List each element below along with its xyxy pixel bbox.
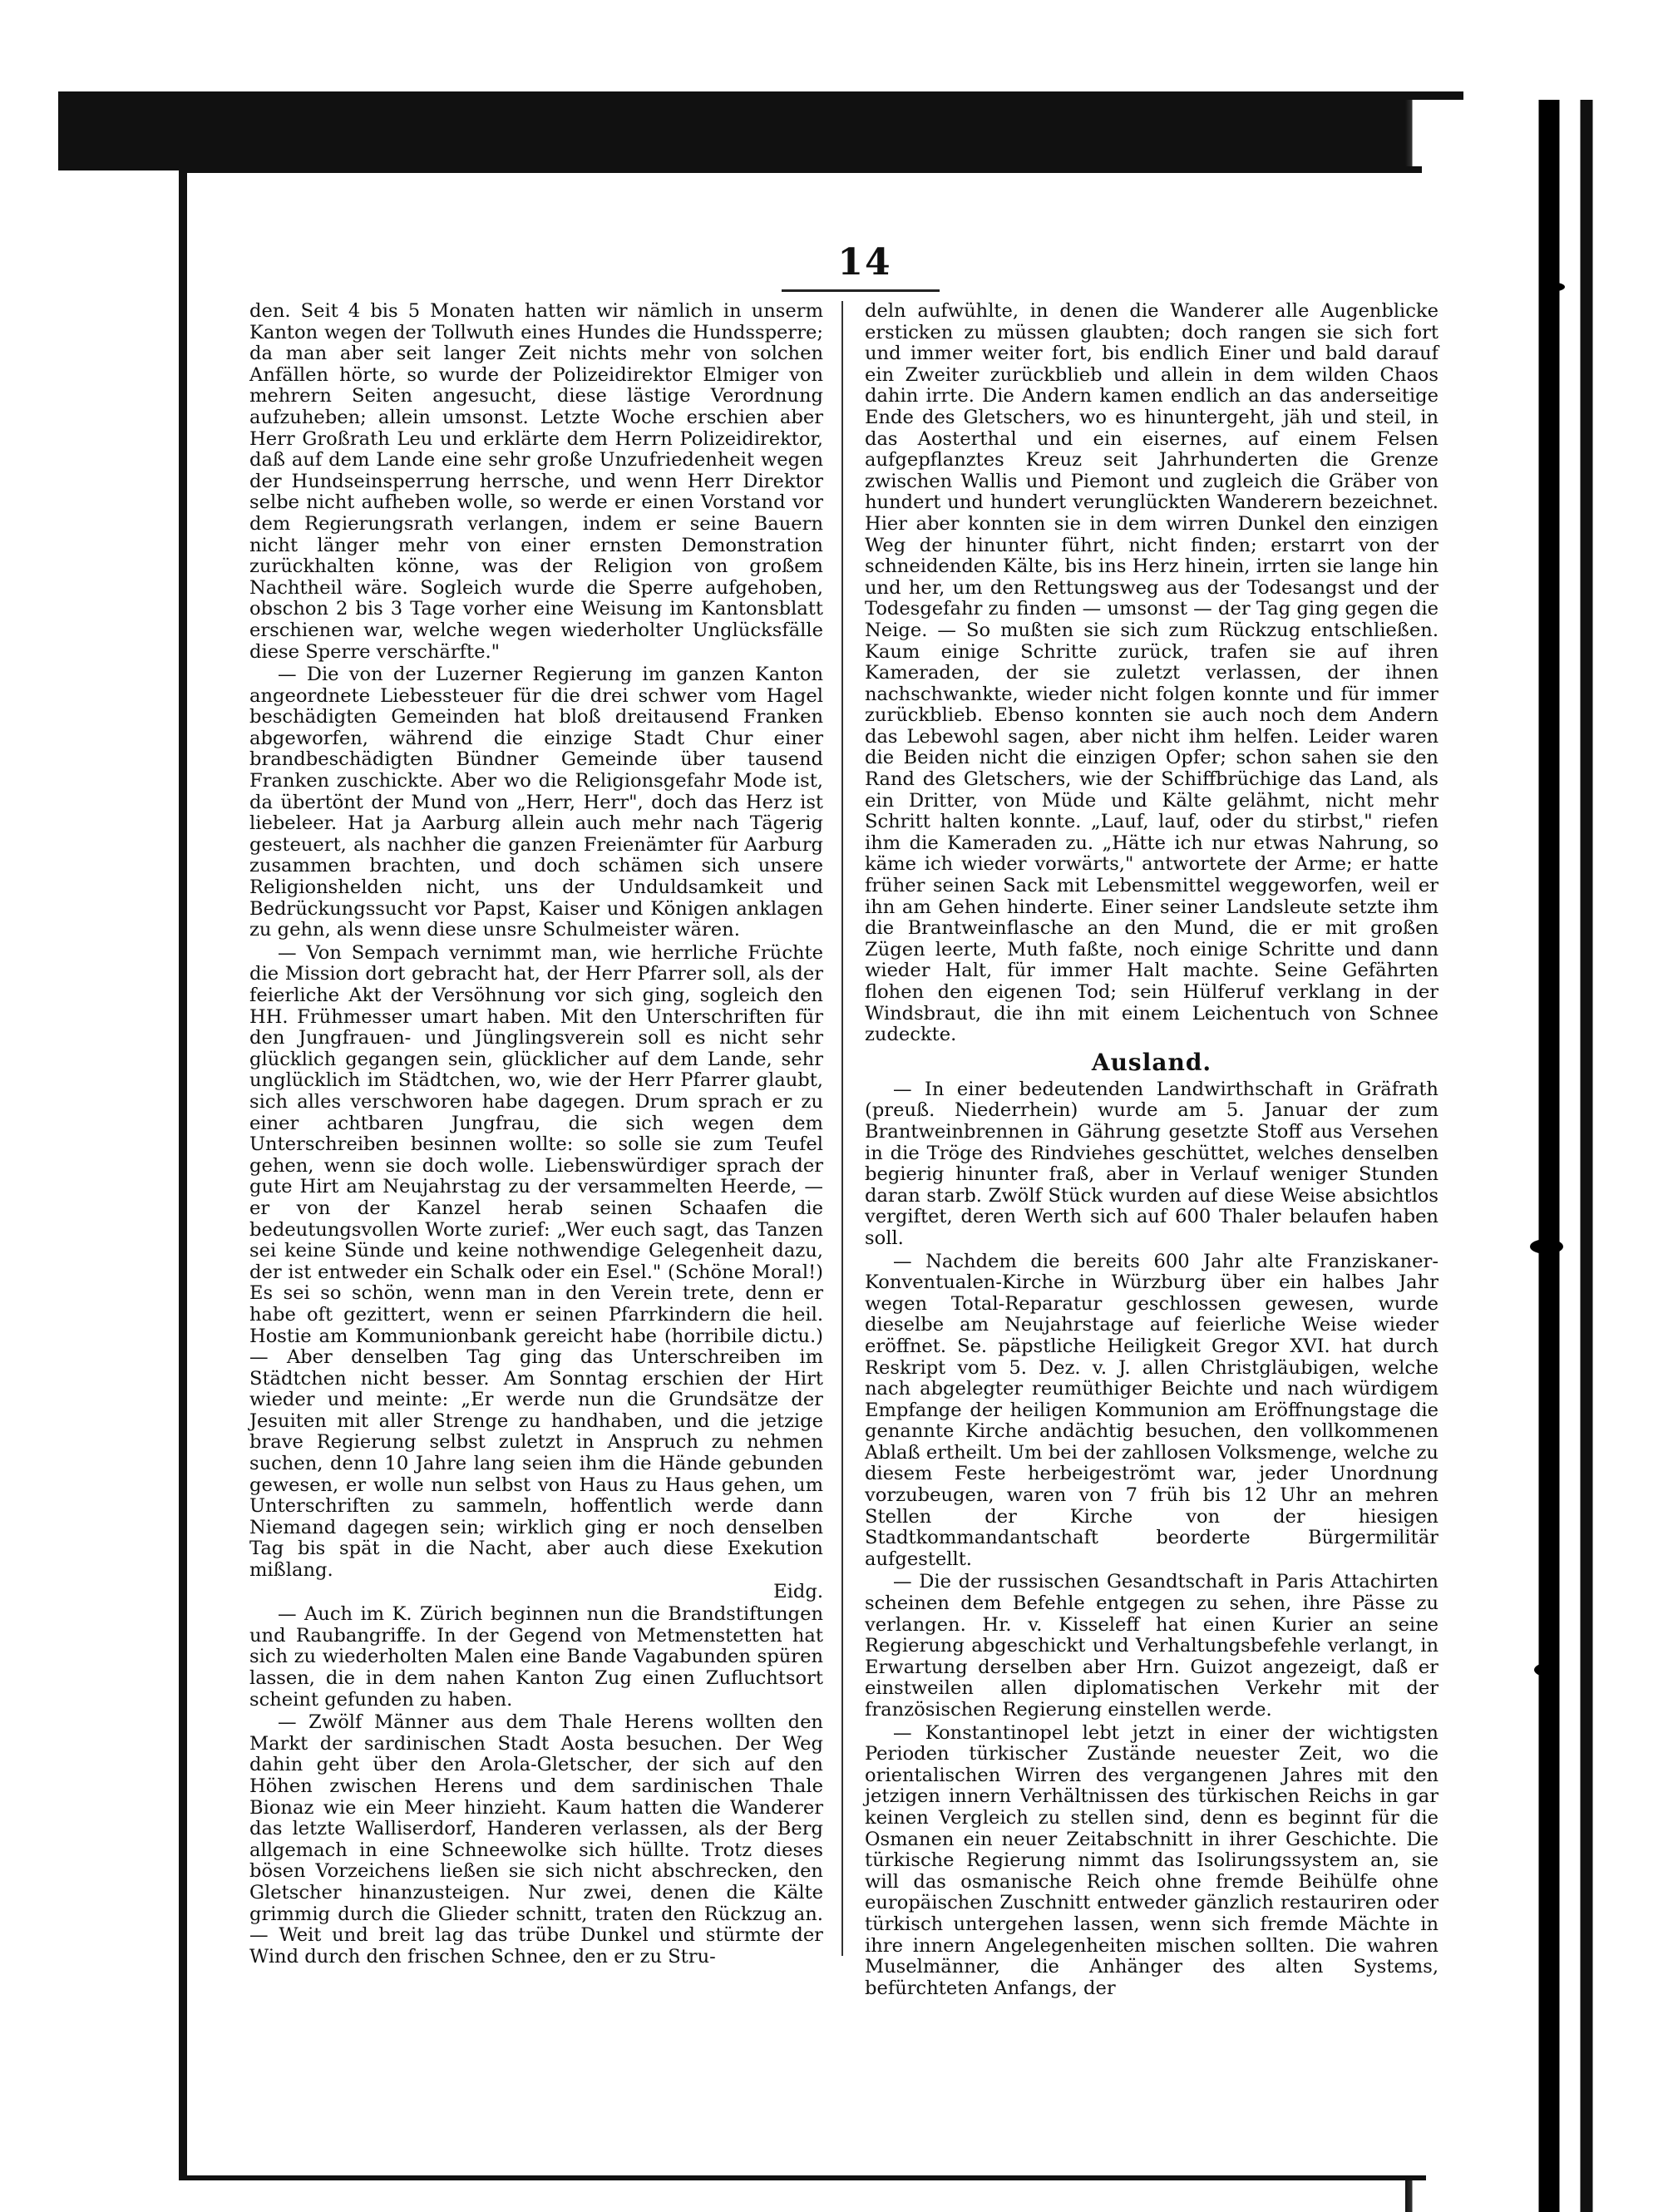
scan-shadow-top	[58, 91, 1463, 170]
paragraph-text: den. Seit 4 bis 5 Monaten hatten wir nämlich in unserm Kanton wegen der Tollwuth eines Hundes die Hundssperre; da man aber seit langer Zeit nichts mehr von solchen Anfällen hörte, so wurde der Polizeidirektor Elmiger von mehrern Seiten angesucht, diese lästige Verordnung aufzuheben; allein umsonst. Letzte Woche erschien aber Herr Großrath Leu und erklärte dem Herrn Polizeidirektor, daß auf dem Lande eine sehr große Unzufriedenheit wegen der Hundseinsperrung herrsche, und wenn Herr Direktor selbe nicht aufheben wolle, so werde er einen Vorstand vor dem Regierungsrath verlangen, indem er seine Bauern nicht länger mehr von einer ernsten Demonstration zurückhalten könne, was der Religion von großem Nachtheil wäre. Sogleich wurde die Sperre aufgehoben, obschon 2 bis 3 Tage vorher eine Weisung im Kantonsblatt erschienen war, welche wegen wiederholter Unglücksfälle diese Sperre verschärfte."	[249, 300, 823, 663]
article-paragraph	[249, 301, 823, 663]
paragraph-text: deln aufwühlte, in denen die Wanderer alle Augenblicke ersticken zu müssen glaubten; doch rangen sie sich fort und immer weiter fort, bis endlich Einer und bald darauf ein Zweiter zurückblieb und allein in dem wilden Chaos dahin irrte. Die Andern kamen endlich an das anderseitige Ende des Gletschers, wo es hinuntergeht, jäh und steil, in das Aosterthal und ein eisernes, auf einem Felsen aufgepflanztes Kreuz seit Jahrhunderten die Grenze zwischen Wallis und Piemont und zugleich die Gräber von hundert und hundert verunglückten Wanderern bezeichnet. Hier aber konnten sie in dem wirren Dunkel den einzigen Weg der hinunter führt, nicht finden; erstarrt von der schneidenden Kälte, bis ins Herz hinein, irrten sie lange hin und her, um den Rettungsweg aus der Todesangst und der Todesgefahr zu finden — umsonst — der Tag ging gegen die Neige. — So mußten sie sich zum Rückzug entschließen. Kaum einige Schritte zurück, trafen sie auf ihren Kameraden, der sie zuletzt verlassen, der ihnen nachschwankte, wieder nicht folgen konnte und für immer zurückblieb. Ebenso konnten sie auch noch dem Andern das Lebewohl sagen, aber nicht ihm helfen. Leider waren die Beiden nicht die einzigen Opfer; schon sahen sie den Rand des Gletschers, wie der Schiffbrüchige das Land, als ein Dritter, von Müde und Kälte gelähmt, nicht mehr Schritt halten konnte. „Lauf, lauf, oder du stirbst," riefen ihm die Kameraden zu. „Hätte ich nur etwas Nahrung, so käme ich wieder vorwärts," antwortete der Arme; er hatte früher seinen Sack mit Lebensmittel weggeworfen, weil er ihn am Gehen hinderte. Einer seiner Landsleute setzte ihm die Brantweinflasche an den Mund, die er mit großen Zügen leerte, Muth faßte, noch einige Schritte und dann wieder Halt, für immer Halt machte. Seine Gefährten flohen den eigenen Tod; sein Hülferuf verklang in der Windsbraut, die ihn mit einem Leichentuch von Schnee zudeckte.	[865, 300, 1438, 1046]
paragraph-text: — Die der russischen Gesandtschaft in Paris Attachirten scheinen dem Befehle entgegen zu sehen, ihre Pässe zu verlangen. Hr. v. Kisseleff hat einen Kurier an seine Regierung abgeschickt und Verhaltungsbefehle verlangt, in Erwartung derselben aber Hrn. Guizot angezeigt, daß er einstweilen allen diplomatischen Verkehr mit der französischen Regierung einstellen werde.	[865, 1571, 1438, 1721]
ink-speck	[1534, 1663, 1559, 1676]
right-column	[865, 301, 1438, 2001]
article-paragraph	[249, 664, 823, 941]
section-heading: Ausland.	[1091, 1048, 1212, 1076]
page-bottom-edge	[179, 2175, 1426, 2180]
column-divider	[841, 301, 843, 1956]
scan-margin-left	[0, 0, 58, 2200]
ink-speck	[1530, 1239, 1563, 1254]
page-number-rule	[782, 289, 940, 292]
article-paragraph	[249, 1712, 823, 1968]
paragraph-text: — Von Sempach vernimmt man, wie herrliche Früchte die Mission dort gebracht hat, der Herr Pfarrer soll, als der feierliche Akt der Versöhnung vor sich ging, sogleich den HH. Frühmesser umart haben. Mit den Unterschriften für den Jungfrauen- und Jünglingsverein soll es nicht sehr glücklich gegangen sein, glücklicher auf dem Lande, sehr unglücklich im Städtchen, wo, wie der Herr Pfarrer glaubt, sich alles verschworen habe dagegen. Drum sprach er zu einer achtbaren Jungfrau, die sich wegen dem Unterschreiben besinnen wollte: so solle sie zum Teufel gehen, wenn sie doch wolle. Liebenswürdiger sprach der gute Hirt am Neujahrstag zu der versammelten Heerde, — er von der Kanzel herab seinen Schaafen die bedeutungsvollen Worte zurief: „Wer euch sagt, das Tanzen sei keine Sünde und keine nothwendige Gelegenheit dazu, der ist entweder ein Schalk oder ein Esel." (Schöne Moral!) Es sei so schön, wenn man in den Verein trete, denn er habe oft gezittert, wenn er seinen Pfarrkindern die heil. Hostie am Kommunionbank gereicht habe (horribile dictu.) — Aber denselben Tag ging das Unterschreiben im Städtchen nicht besser. Am Sonntag erschien der Hirt wieder und meinte: „Er werde nun die Grundsätze der Jesuiten mit aller Strenge zu handhaben, und die jetzige brave Regierung selbst zuletzt in Anspruch zu nehmen suchen, denn 10 Jahre lang seien ihm die Hände gebunden gewesen, er wolle nun selbst von Haus zu Haus gehen, um Unterschriften zu sammeln, hoffentlich werde dann Niemand dagegen sein; wirklich ging er noch denselben Tag bis spät in die Nacht, aber auch diese Exekution mißlang.	[249, 941, 823, 1582]
paragraph-text: — Auch im K. Zürich beginnen nun die Brandstiftungen und Raubangriffe. In der Gegend von Metmenstetten hat sich zu wiederholten Malen eine Bande Vagabunden spüren lassen, die in dem nahen Kanton Zug einen Zufluchtsort scheint gefunden zu haben.	[249, 1603, 823, 1711]
article-paragraph	[865, 1079, 1438, 1250]
paragraph-text: — In einer bedeutenden Landwirthschaft in Gräfrath (preuß. Niederrhein) wurde am 5. Januar der zum Brantweinbrennen in Gährung gesetzte Stoff aus Versehen in die Tröge des Rindviehes geschüttet, welches denselben begierig hinunter fraß, aber in Verlauf weniger Stunden daran starb. Zwölf Stück wurden auf diese Weise absichtlos vergiftet, deren Werth sich auf 600 Thaler belaufen haben soll.	[865, 1078, 1438, 1249]
paragraph-text: — Zwölf Männer aus dem Thale Herens wollten den Markt der sardinischen Stadt Aosta besuchen. Der Weg dahin geht über den Arola-Gletscher, der sich auf den Höhen zwischen Herens und dem sardinischen Thale Bionaz wie ein Meer hinzieht. Kaum hatten die Wanderer das letzte Walliserdorf, Handeren verlassen, als der Berg allgemach in eine Schneewolke sich hüllte. Trotz dieses bösen Vorzeichens ließen sie sich nicht abschrecken, den Gletscher hinanzusteigen. Nur zwei, denen die Kälte grimmig durch die Glieder schnitt, traten den Rückzug an. — Weit und breit lag das trübe Dunkel und stürmte der Wind durch den frischen Schnee, den er zu Stru-	[249, 1711, 823, 1968]
paragraph-text: — Nachdem die bereits 600 Jahr alte Franziskaner-Konventualen-Kirche in Würzburg über ein halbes Jahr wegen Total-Reparatur geschlossen gewesen, wurde dieselbe am Neujahrstage auf feierliche Weise wieder eröffnet. Se. päpstliche Heiligkeit Gregor XVI. hat durch Reskript vom 5. Dez. v. J. allen Christgläubigen, welche nach abgelegter reumüthiger Beichte und nach würdigem Empfange der heiligen Kommunion am Eröffnungstage die genannte Kirche andächtig besuchen, den vollkommenen Ablaß ertheilt. Um bei der zahllosen Volksmenge, welche zu diesem Feste herbeigeströmt war, jeder Unordnung vorzubeugen, waren von 7 früh bis 12 Uhr an mehren Stellen der Kirche von der hiesigen Stadtkommandantschaft beorderte Bürgermilitär aufgestellt.	[865, 1250, 1438, 1570]
page-number: 14	[837, 241, 892, 284]
article-paragraph	[249, 943, 823, 1602]
article-paragraph	[865, 1572, 1438, 1721]
paragraph-text: — Konstantinopel lebt jetzt in einer der wichtigsten Perioden türkischer Zustände neuester Zeit, wo die orientalischen Wirren des vergangenen Jahres mit den jetzigen innern Verhältnissen des türkischen Reichs in gar keinen Vergleich zu stellen sind, denn es beginnt für die Osmanen ein neuer Zeitabschnitt in ihrer Geschichte. Die türkische Regierung nimmt das Isolirungssystem an, sie will das osmanische Reich ohne fremde Beihülfe ohne europäischen Zuschnitt entweder gänzlich restauriren oder türkisch untergehen lassen, wenn sich fremde Mächte in ihre innern Angelegenheiten mischen sollten. Die wahren Muselmänner, die Anhänger des alten Systems, befürchteten Anfangs, der	[865, 1721, 1438, 1999]
article-paragraph	[249, 1604, 823, 1711]
article-paragraph	[865, 1723, 1438, 2000]
source-signature: Eidg.	[773, 1580, 823, 1602]
left-column	[249, 301, 823, 1969]
article-paragraph	[865, 1252, 1438, 1571]
ink-speck	[1547, 283, 1565, 291]
article-paragraph	[865, 301, 1438, 1046]
paragraph-text: — Die von der Luzerner Regierung im ganzen Kanton angeordnete Liebessteuer für die drei schwer vom Hagel beschädigten Gemeinden hat bloß dreitausend Franken abgeworfen, während die einzige Stadt Chur einer brandbeschädigten Bündner Gemeinde über tausend Franken zuschickte. Aber wo die Religionsgefahr Mode ist, da übertönt der Mund von „Herr, Herr", doch das Herz ist liebeleer. Hat ja Aarburg allein auch mehr nach Tägerig gesteuert, als nachher die ganzen Freienämter für Aarburg zusammen brachten, und doch schämen sich unsere Religionshelden nicht, uns der Unduldsamkeit und Bedrückungssucht vor Papst, Kaiser und Königen anklagen zu gehn, als wenn diese unsre Schulmeister wären.	[249, 664, 823, 941]
